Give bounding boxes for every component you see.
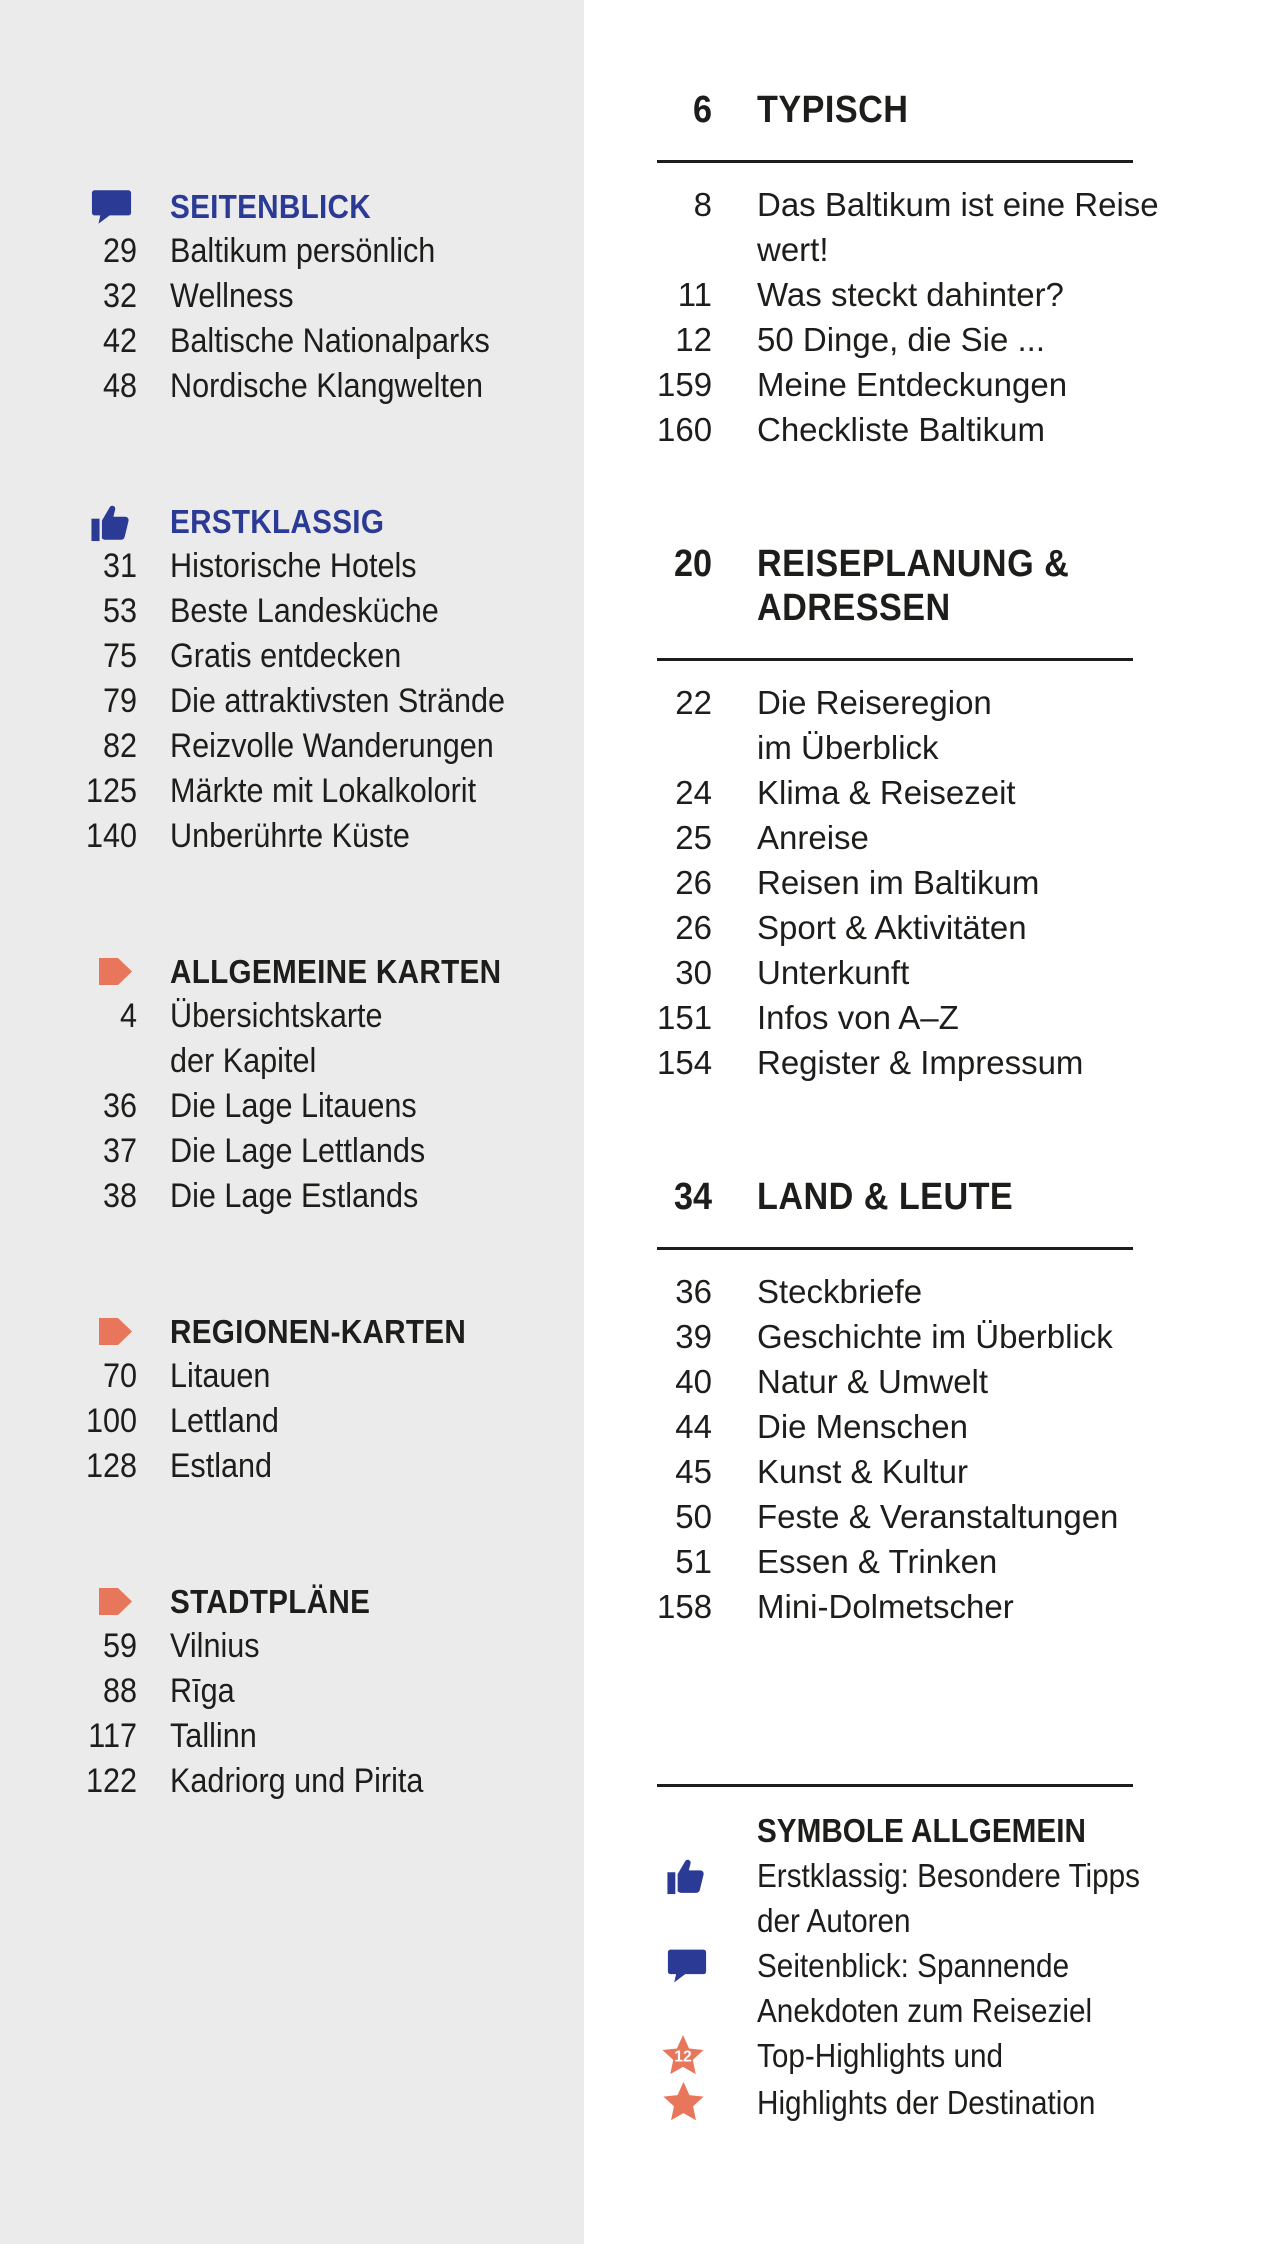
left-column xyxy=(0,0,584,2244)
page-number: 36 xyxy=(102,1087,137,1125)
empty-icon-cell xyxy=(657,1898,712,1943)
toc-row xyxy=(0,1039,584,1084)
page-number: 50 xyxy=(675,1498,712,1535)
section-header xyxy=(0,1579,584,1624)
section-allgemeine-karten xyxy=(0,949,584,1219)
toc-row xyxy=(657,725,1275,770)
toc-row xyxy=(0,1624,584,1669)
page-number: 51 xyxy=(675,1543,712,1580)
toc-row xyxy=(0,1129,584,1174)
entry-title: Kadriorg und Pirita xyxy=(170,1762,424,1800)
entry-title: Steckbriefe xyxy=(757,1273,923,1310)
entry-title: Beste Landesküche xyxy=(170,592,439,630)
toc-row xyxy=(0,634,584,679)
page-number xyxy=(657,725,712,770)
toc-row xyxy=(0,1669,584,1714)
page-number: 158 xyxy=(657,1588,713,1625)
entry-title: Geschichte im Überblick xyxy=(757,1318,1113,1355)
symbol-legend-row xyxy=(657,1898,1275,1943)
section-erstklassig xyxy=(0,499,584,859)
symbols-title: SYMBOLE ALLGEMEIN xyxy=(757,1812,1086,1849)
section-title: ALLGEMEINE KARTEN xyxy=(170,953,502,990)
symbol-legend-row xyxy=(657,1853,1275,1898)
entry-title: 50 Dinge, die Sie ... xyxy=(757,321,1046,358)
toc-row xyxy=(657,1449,1275,1494)
entry-title: Das Baltikum ist eine Reise xyxy=(757,186,1159,223)
toc-row xyxy=(657,905,1275,950)
thumbs-up-icon xyxy=(0,499,137,544)
page-number: 151 xyxy=(657,999,713,1036)
toc-row xyxy=(657,1494,1275,1539)
speech-bubble-icon xyxy=(657,1943,712,1988)
page-number: 125 xyxy=(85,772,137,810)
section-stadtplaene xyxy=(0,1579,584,1804)
entry-title: Die Reiseregion xyxy=(757,684,992,721)
toc-row xyxy=(0,1714,584,1759)
toc-row xyxy=(657,1314,1275,1359)
page-number: 26 xyxy=(675,909,712,946)
entry-title: Reizvolle Wanderungen xyxy=(170,727,494,765)
entry-title: Rīga xyxy=(170,1672,235,1710)
page-number: 36 xyxy=(675,1273,712,1310)
entry-title: Historische Hotels xyxy=(170,547,417,585)
toc-row xyxy=(657,1040,1275,1085)
toc-row xyxy=(0,589,584,634)
chapter-page-number: 6 xyxy=(692,89,712,131)
page-number xyxy=(14,1039,137,1084)
section-reiseplanung-adressen xyxy=(657,542,1275,1085)
page-number: 154 xyxy=(657,1044,713,1081)
symbols-title-row xyxy=(657,1808,1275,1853)
toc-row xyxy=(0,229,584,274)
page-number: 12 xyxy=(675,321,712,358)
star-12-icon xyxy=(657,2033,712,2080)
toc-row xyxy=(657,1269,1275,1314)
entry-title: Litauen xyxy=(170,1357,271,1395)
entry-title: Meine Entdeckungen xyxy=(757,366,1068,403)
toc-row xyxy=(657,1584,1275,1629)
section-title: SEITENBLICK xyxy=(170,188,371,225)
toc-row xyxy=(657,860,1275,905)
toc-row xyxy=(0,1354,584,1399)
arrow-right-icon xyxy=(0,1579,137,1624)
toc-row xyxy=(657,815,1275,860)
arrow-right-icon xyxy=(0,949,137,994)
page-number: 38 xyxy=(102,1177,137,1215)
star-icon xyxy=(657,2080,712,2126)
empty-icon-cell xyxy=(657,1808,712,1853)
entry-title: Übersichtskarte xyxy=(170,997,383,1035)
page-number: 128 xyxy=(85,1447,137,1485)
entry-title: Estland xyxy=(170,1447,273,1485)
chapter-title: REISEPLANUNG & ADRESSEN xyxy=(757,543,1070,629)
divider-line xyxy=(657,160,1133,163)
entry-title: Was steckt dahinter? xyxy=(757,276,1064,313)
entry-title: Die attraktivsten Strände xyxy=(170,682,506,720)
toc-row xyxy=(657,995,1275,1040)
toc-row xyxy=(0,1759,584,1804)
entry-title: Baltische Nationalparks xyxy=(170,322,490,360)
page-number: 31 xyxy=(102,547,137,585)
page-number: 117 xyxy=(88,1717,137,1755)
toc-row xyxy=(657,950,1275,995)
symbol-description: Seitenblick: Spannende xyxy=(757,1947,1070,1984)
thumbs-up-icon xyxy=(657,1853,712,1898)
entry-title: Natur & Umwelt xyxy=(757,1363,989,1400)
section-title: REGIONEN-KARTEN xyxy=(170,1313,467,1350)
chapter-header xyxy=(657,88,1275,132)
symbol-legend-row xyxy=(657,1988,1275,2033)
page-number xyxy=(657,227,712,272)
page-number: 26 xyxy=(675,864,712,901)
entry-title: Wellness xyxy=(170,277,294,315)
toc-row xyxy=(0,994,584,1039)
page-number: 32 xyxy=(102,277,137,315)
chapter-title: TYPISCH xyxy=(757,89,909,131)
page-number: 48 xyxy=(102,367,137,405)
page-number: 160 xyxy=(657,411,713,448)
entry-title: Anreise xyxy=(757,819,869,856)
arrow-right-icon xyxy=(0,1309,137,1354)
page-number: 88 xyxy=(102,1672,137,1710)
page-number: 82 xyxy=(102,727,137,765)
page-number: 40 xyxy=(675,1363,712,1400)
toc-row xyxy=(0,1174,584,1219)
entry-title: der Kapitel xyxy=(170,1042,317,1080)
page-number: 45 xyxy=(675,1453,712,1490)
divider-line xyxy=(657,1247,1133,1250)
entry-title: Die Lage Litauens xyxy=(170,1087,417,1125)
toc-row xyxy=(657,272,1275,317)
toc-row xyxy=(0,724,584,769)
page-number: 39 xyxy=(675,1318,712,1355)
chapter-title: LAND & LEUTE xyxy=(757,1176,1014,1218)
page-number: 37 xyxy=(102,1132,137,1170)
page-number: 29 xyxy=(102,232,137,270)
toc-row xyxy=(657,227,1275,272)
entry-title: Unberührte Küste xyxy=(170,817,410,855)
entry-title: Gratis entdecken xyxy=(170,637,402,675)
page-number: 25 xyxy=(675,819,712,856)
entry-title: Märkte mit Lokalkolorit xyxy=(170,772,477,810)
section-title: STADTPLÄNE xyxy=(170,1583,371,1620)
toc-row xyxy=(657,1539,1275,1584)
entry-title: wert! xyxy=(757,231,829,268)
page-number: 22 xyxy=(675,684,712,721)
toc-row xyxy=(0,274,584,319)
toc-row xyxy=(0,319,584,364)
entry-title: Infos von A–Z xyxy=(757,999,959,1036)
chapter-header xyxy=(657,1175,1275,1219)
right-column xyxy=(584,0,1275,2244)
empty-icon-cell xyxy=(657,1988,712,2033)
section-title: ERSTKLASSIG xyxy=(170,503,385,540)
toc-row xyxy=(657,362,1275,407)
entry-title: Mini-Dolmetscher xyxy=(757,1588,1014,1625)
divider-line xyxy=(657,1784,1133,1787)
page-number: 159 xyxy=(657,366,713,403)
page-number: 53 xyxy=(102,592,137,630)
page-number: 44 xyxy=(675,1408,712,1445)
divider-line xyxy=(657,658,1133,661)
entry-title: Essen & Trinken xyxy=(757,1543,998,1580)
section-regionen-karten xyxy=(0,1309,584,1489)
entry-title: Klima & Reisezeit xyxy=(757,774,1016,811)
entry-title: Die Menschen xyxy=(757,1408,968,1445)
page-number: 8 xyxy=(693,186,712,223)
entry-title: Lettland xyxy=(170,1402,279,1440)
page-number: 75 xyxy=(102,637,137,675)
section-header xyxy=(0,1309,584,1354)
speech-bubble-icon xyxy=(0,184,137,229)
section-typisch xyxy=(657,88,1275,452)
toc-row xyxy=(0,364,584,409)
toc-row xyxy=(657,1404,1275,1449)
entry-title: Unterkunft xyxy=(757,954,910,991)
symbol-legend-row xyxy=(657,2080,1275,2126)
entry-title: im Überblick xyxy=(757,729,939,766)
section-land-leute xyxy=(657,1175,1275,1629)
page-number: 30 xyxy=(675,954,712,991)
toc-row xyxy=(657,1359,1275,1404)
chapter-page-number: 20 xyxy=(673,543,712,585)
toc-row xyxy=(657,680,1275,725)
page-number: 122 xyxy=(85,1762,137,1800)
toc-row xyxy=(657,407,1275,452)
symbol-legend-row xyxy=(657,1943,1275,1988)
page-number: 42 xyxy=(102,322,137,360)
entry-title: Vilnius xyxy=(170,1627,260,1665)
chapter-page-number: 34 xyxy=(673,1176,712,1218)
toc-row xyxy=(657,182,1275,227)
entry-title: Die Lage Lettlands xyxy=(170,1132,426,1170)
toc-row xyxy=(0,814,584,859)
page-number: 4 xyxy=(119,997,137,1035)
entry-title: Tallinn xyxy=(170,1717,257,1755)
symbol-description: Top-Highlights und xyxy=(757,2037,1004,2074)
entry-title: Baltikum persönlich xyxy=(170,232,436,270)
toc-row xyxy=(0,1399,584,1444)
toc-row xyxy=(0,679,584,724)
entry-title: Reisen im Baltikum xyxy=(757,864,1040,901)
section-header xyxy=(0,949,584,994)
section-header xyxy=(0,499,584,544)
section-seitenblick xyxy=(0,184,584,409)
section-header xyxy=(0,184,584,229)
entry-title: Feste & Veranstaltungen xyxy=(757,1498,1119,1535)
entry-title: Sport & Aktivitäten xyxy=(757,909,1027,946)
toc-row xyxy=(0,769,584,814)
page-number: 11 xyxy=(677,276,712,313)
section-symbole-allgemein xyxy=(657,1784,1275,2126)
toc-row xyxy=(0,1084,584,1129)
toc-row xyxy=(0,1444,584,1489)
symbol-description: Anekdoten zum Reiseziel xyxy=(757,1992,1093,2029)
page-number: 59 xyxy=(102,1627,137,1665)
entry-title: Die Lage Estlands xyxy=(170,1177,419,1215)
toc-row xyxy=(657,317,1275,362)
symbol-description: Erstklassig: Besondere Tipps xyxy=(757,1857,1140,1894)
star-badge-number: 12 xyxy=(674,2048,692,2066)
page-number: 70 xyxy=(102,1357,137,1395)
page-number: 100 xyxy=(85,1402,137,1440)
entry-title: Checkliste Baltikum xyxy=(757,411,1045,448)
chapter-header xyxy=(657,542,1275,630)
symbol-description: der Autoren xyxy=(757,1902,911,1939)
page-number: 79 xyxy=(102,682,137,720)
entry-title: Register & Impressum xyxy=(757,1044,1084,1081)
entry-title: Kunst & Kultur xyxy=(757,1453,968,1490)
page-number: 24 xyxy=(675,774,712,811)
symbol-legend-row xyxy=(657,2033,1275,2080)
entry-title: Nordische Klangwelten xyxy=(170,367,483,405)
page-number: 140 xyxy=(85,817,137,855)
toc-row xyxy=(657,770,1275,815)
toc-row xyxy=(0,544,584,589)
symbol-description: Highlights der Destination xyxy=(757,2084,1096,2121)
